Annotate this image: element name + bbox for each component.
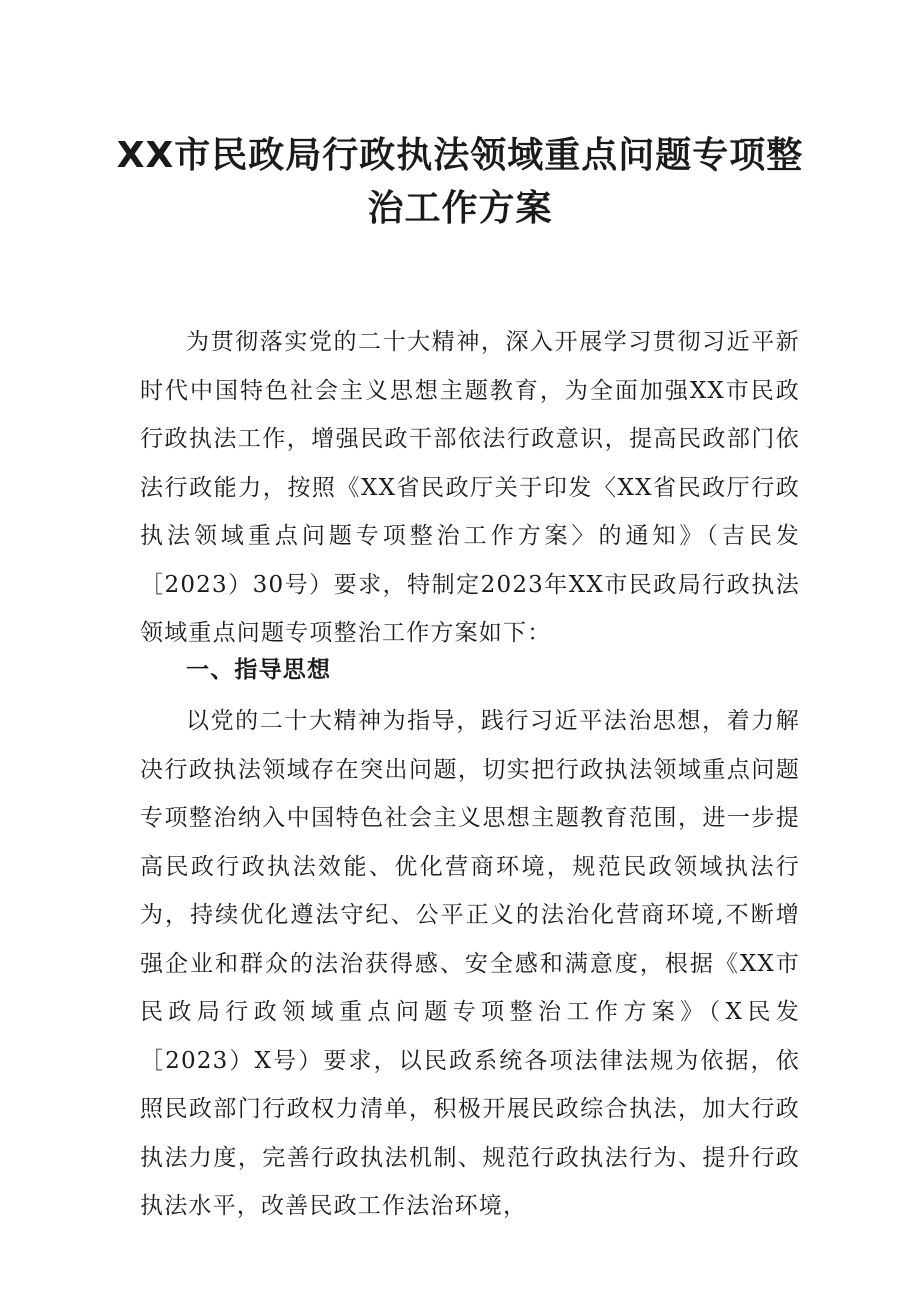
document-title-line-2: 治工作方案 bbox=[367, 188, 553, 229]
document-title-line-1: XX市民政局行政执法领域重点问题专项整 bbox=[116, 135, 804, 176]
guiding-ideology-paragraph: 以党的二十大精神为指导，践行习近平法治思想，着力解决行政执法领域存在突出问题，切实把行政执法领域重点问题专项整治纳入中国特色社会主义思想主题教育范围，进一步提高民政行政执法效能、优化营商环境，规范民政领域执法行为，持续优化遵法守纪、公平正义的法治化营商环境,不断增强企业和群众的法治获得感、安全感和满意度，根据《XX市民政局行政领域重点问题专项整治工作方案》（X民发［2023）X号）要求，以民政系统各项法律法规为依据，依照民政部门行政权力清单，积极开展民政综合执法，加大行政执法力度，完善行政执法机制、规范行政执法行为、提升行政执法水平，改善民政工作法治环境， bbox=[140, 708, 800, 1219]
section-heading-guiding-ideology: 一、指导思想 bbox=[186, 656, 332, 683]
intro-paragraph: 为贯彻落实党的二十大精神，深入开展学习贯彻习近平新时代中国特色社会主义思想主题教育，为全面加强XX市民政行政执法工作，增强民政干部依法行政意识，提高民政部门依法行政能力，按照《XX省民政厅关于印发〈XX省民政厅行政执法领域重点问题专项整治工作方案〉的通知》（吉民发［2023）30号）要求，特制定2023年XX市民政局行政执法领域重点问题专项整治工作方案如下： bbox=[140, 329, 800, 646]
